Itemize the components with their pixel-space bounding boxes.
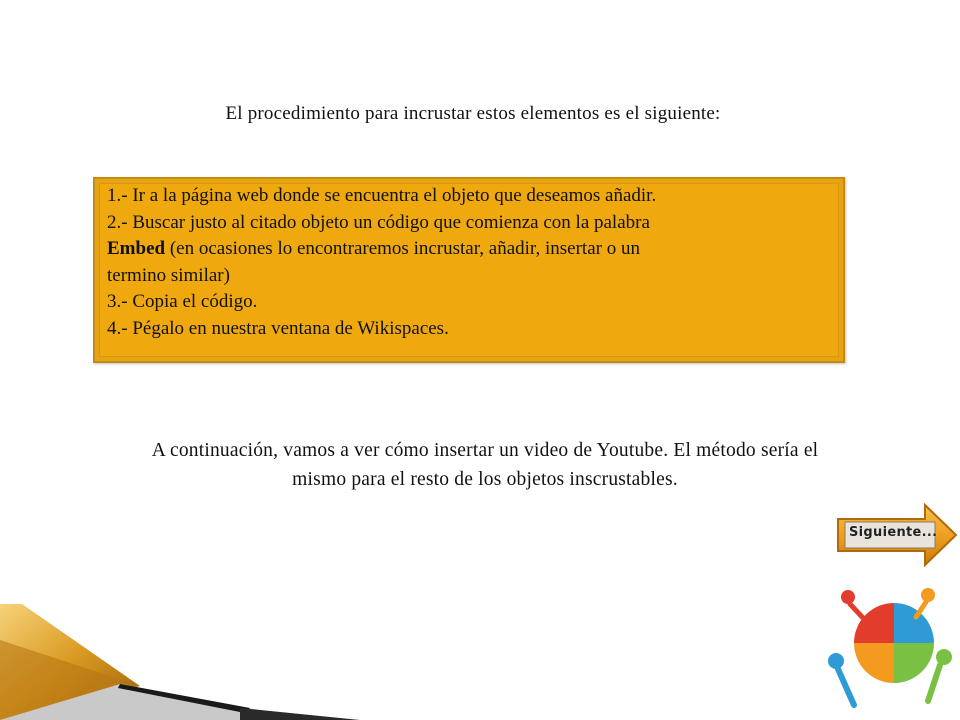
puzzle-people-icon bbox=[824, 585, 960, 720]
outro-line: mismo para el resto de los objetos inscrustables. bbox=[292, 469, 678, 490]
embed-keyword: Embed bbox=[107, 238, 166, 259]
step-line: 4.- Pégalo en nuestra ventana de Wikispaces. bbox=[107, 317, 449, 339]
step-line: 2.- Buscar justo al citado objeto un código que comienza con la palabra bbox=[107, 211, 650, 233]
next-button[interactable] bbox=[835, 503, 959, 567]
intro-text: El procedimiento para incrustar estos elementos es el siguiente: bbox=[225, 103, 721, 124]
outro-text bbox=[60, 436, 910, 494]
step-line: 1.- Ir a la página web donde se encuentra el objeto que deseamos añadir. bbox=[107, 185, 657, 206]
gold-ribbon-decoration bbox=[0, 600, 360, 720]
step-line: termino similar) bbox=[107, 264, 230, 286]
step-line: 3.- Copia el código. bbox=[107, 291, 258, 312]
outro-line: A continuación, vamos a ver cómo insertar un video de Youtube. El método sería el bbox=[151, 440, 819, 461]
next-button-label: Siguiente... bbox=[849, 525, 938, 540]
steps-box bbox=[93, 177, 845, 363]
step-line bbox=[107, 236, 831, 263]
step-line-continuation: (en ocasiones lo encontraremos incrustar, añadir, insertar o un bbox=[165, 238, 640, 259]
